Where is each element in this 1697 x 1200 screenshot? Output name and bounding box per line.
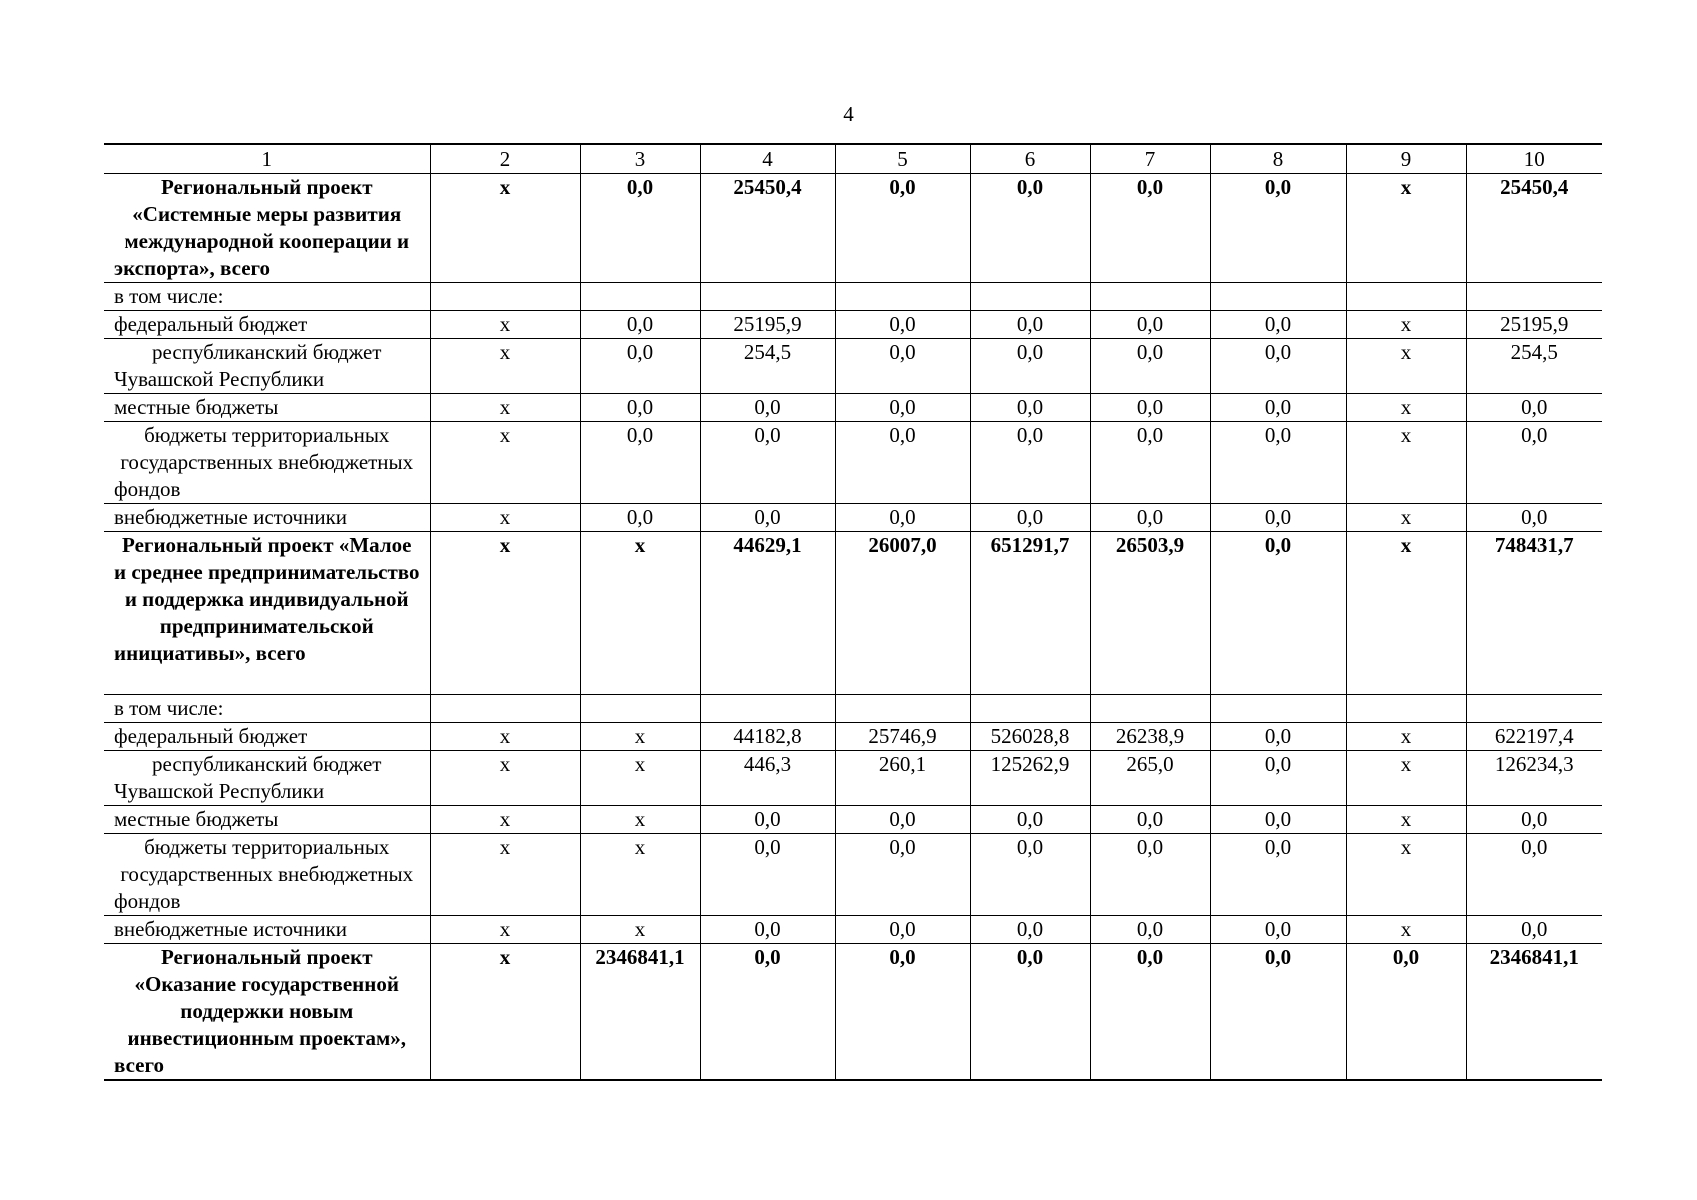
table-row	[104, 422, 1602, 504]
value-cell: 0,0	[835, 311, 970, 339]
row-label: Региональный проект «Малое и среднее предпринимательство и поддержка индивидуальной предпринимательской инициативы», всего	[104, 532, 430, 695]
value-cell: 2346841,1	[1466, 944, 1602, 1081]
value-cell	[1466, 283, 1602, 311]
value-cell	[1210, 695, 1346, 723]
value-cell: х	[580, 834, 700, 916]
value-cell: 0,0	[1466, 806, 1602, 834]
value-cell: х	[580, 806, 700, 834]
value-cell: х	[430, 504, 580, 532]
value-cell: 0,0	[700, 806, 835, 834]
value-cell: х	[430, 311, 580, 339]
value-cell	[700, 283, 835, 311]
value-cell: 25450,4	[1466, 174, 1602, 283]
value-cell: 0,0	[970, 916, 1090, 944]
value-cell: 0,0	[700, 944, 835, 1081]
value-cell: х	[1346, 723, 1466, 751]
value-cell	[1090, 695, 1210, 723]
value-cell: 0,0	[1466, 422, 1602, 504]
value-cell: 0,0	[1090, 394, 1210, 422]
value-cell: 0,0	[970, 422, 1090, 504]
value-cell: 0,0	[1090, 806, 1210, 834]
table-row	[104, 916, 1602, 944]
header-cell: 6	[970, 144, 1090, 174]
value-cell	[580, 283, 700, 311]
value-cell: 0,0	[1090, 422, 1210, 504]
value-cell: 0,0	[1210, 723, 1346, 751]
budget-table	[104, 143, 1602, 1081]
value-cell: 0,0	[1210, 422, 1346, 504]
value-cell	[430, 695, 580, 723]
value-cell: 526028,8	[970, 723, 1090, 751]
value-cell: х	[1346, 394, 1466, 422]
value-cell: х	[1346, 806, 1466, 834]
value-cell: 0,0	[1210, 834, 1346, 916]
value-cell: 0,0	[835, 916, 970, 944]
value-cell: 25746,9	[835, 723, 970, 751]
value-cell: х	[430, 806, 580, 834]
value-cell	[430, 283, 580, 311]
header-cell: 1	[104, 144, 430, 174]
value-cell: 125262,9	[970, 751, 1090, 806]
header-cell: 4	[700, 144, 835, 174]
row-label: в том числе:	[104, 283, 430, 311]
value-cell: х	[1346, 751, 1466, 806]
value-cell: 26007,0	[835, 532, 970, 695]
value-cell: 0,0	[700, 504, 835, 532]
value-cell: 265,0	[1090, 751, 1210, 806]
value-cell: 0,0	[700, 834, 835, 916]
value-cell: 0,0	[1466, 394, 1602, 422]
value-cell: 0,0	[580, 504, 700, 532]
value-cell: 0,0	[1090, 834, 1210, 916]
value-cell: 0,0	[580, 174, 700, 283]
value-cell: 0,0	[1210, 944, 1346, 1081]
header-cell: 10	[1466, 144, 1602, 174]
value-cell: 0,0	[970, 944, 1090, 1081]
value-cell: 0,0	[835, 504, 970, 532]
value-cell: х	[430, 916, 580, 944]
value-cell: 0,0	[1210, 916, 1346, 944]
value-cell	[970, 695, 1090, 723]
value-cell	[1090, 283, 1210, 311]
value-cell: х	[430, 174, 580, 283]
value-cell: 0,0	[970, 311, 1090, 339]
value-cell: 26238,9	[1090, 723, 1210, 751]
value-cell: 0,0	[700, 422, 835, 504]
value-cell: х	[1346, 916, 1466, 944]
value-cell: х	[1346, 422, 1466, 504]
value-cell: х	[430, 532, 580, 695]
subheading-row	[104, 283, 1602, 311]
value-cell: 0,0	[1090, 311, 1210, 339]
value-cell: х	[430, 751, 580, 806]
value-cell	[835, 695, 970, 723]
table-row	[104, 751, 1602, 806]
value-cell: х	[430, 422, 580, 504]
value-cell: 0,0	[700, 394, 835, 422]
header-cell: 7	[1090, 144, 1210, 174]
value-cell: х	[1346, 532, 1466, 695]
table-row	[104, 806, 1602, 834]
value-cell: х	[430, 723, 580, 751]
value-cell: 2346841,1	[580, 944, 700, 1081]
value-cell: х	[1346, 504, 1466, 532]
header-cell: 5	[835, 144, 970, 174]
row-label: местные бюджеты	[104, 394, 430, 422]
row-label: республиканский бюджет Чувашской Республики	[104, 339, 430, 394]
value-cell	[1466, 695, 1602, 723]
value-cell	[1346, 283, 1466, 311]
value-cell: 0,0	[835, 394, 970, 422]
value-cell	[835, 283, 970, 311]
value-cell: х	[430, 834, 580, 916]
value-cell: 0,0	[1210, 532, 1346, 695]
value-cell	[580, 695, 700, 723]
value-cell: 0,0	[1466, 504, 1602, 532]
row-label: местные бюджеты	[104, 806, 430, 834]
value-cell: х	[1346, 339, 1466, 394]
value-cell: 0,0	[1466, 916, 1602, 944]
value-cell: 651291,7	[970, 532, 1090, 695]
value-cell: х	[580, 916, 700, 944]
value-cell: х	[430, 339, 580, 394]
value-cell: 0,0	[580, 339, 700, 394]
row-label: Региональный проект «Оказание государственной поддержки новым инвестиционным проектам», всего	[104, 944, 430, 1081]
header-cell: 8	[1210, 144, 1346, 174]
value-cell: 0,0	[835, 944, 970, 1081]
row-label: федеральный бюджет	[104, 311, 430, 339]
value-cell: 0,0	[1090, 916, 1210, 944]
project-total-row	[104, 944, 1602, 1081]
project-total-row	[104, 532, 1602, 695]
value-cell: 0,0	[1090, 504, 1210, 532]
value-cell: 0,0	[835, 174, 970, 283]
value-cell: 0,0	[1210, 806, 1346, 834]
row-label: внебюджетные источники	[104, 916, 430, 944]
value-cell: 0,0	[1090, 339, 1210, 394]
value-cell: 0,0	[1210, 174, 1346, 283]
value-cell: 0,0	[1346, 944, 1466, 1081]
value-cell: 254,5	[700, 339, 835, 394]
value-cell: 0,0	[700, 916, 835, 944]
value-cell: 0,0	[580, 311, 700, 339]
value-cell: х	[580, 532, 700, 695]
value-cell: 0,0	[970, 394, 1090, 422]
value-cell: 25195,9	[700, 311, 835, 339]
value-cell: х	[580, 723, 700, 751]
value-cell: 446,3	[700, 751, 835, 806]
value-cell: 44629,1	[700, 532, 835, 695]
row-label: в том числе:	[104, 695, 430, 723]
value-cell: 0,0	[1210, 394, 1346, 422]
value-cell: 26503,9	[1090, 532, 1210, 695]
value-cell: 622197,4	[1466, 723, 1602, 751]
value-cell: х	[1346, 834, 1466, 916]
table-row	[104, 311, 1602, 339]
value-cell: 0,0	[1466, 834, 1602, 916]
row-label: федеральный бюджет	[104, 723, 430, 751]
table-row	[104, 834, 1602, 916]
table-row	[104, 723, 1602, 751]
table-body	[104, 144, 1602, 1080]
value-cell: 25195,9	[1466, 311, 1602, 339]
value-cell: х	[580, 751, 700, 806]
value-cell: 0,0	[1210, 504, 1346, 532]
header-cell: 2	[430, 144, 580, 174]
value-cell: х	[1346, 311, 1466, 339]
value-cell: 0,0	[970, 339, 1090, 394]
value-cell: 0,0	[970, 504, 1090, 532]
value-cell: 0,0	[1090, 944, 1210, 1081]
value-cell: 0,0	[1210, 311, 1346, 339]
value-cell: 0,0	[1090, 174, 1210, 283]
table-row	[104, 339, 1602, 394]
value-cell	[970, 283, 1090, 311]
row-label: Региональный проект «Системные меры развития международной кооперации и экспорта», всего	[104, 174, 430, 283]
value-cell: х	[430, 394, 580, 422]
value-cell: 0,0	[1210, 751, 1346, 806]
row-label: республиканский бюджет Чувашской Республики	[104, 751, 430, 806]
subheading-row	[104, 695, 1602, 723]
value-cell: 748431,7	[1466, 532, 1602, 695]
row-label: бюджеты территориальных государственных внебюджетных фондов	[104, 422, 430, 504]
project-total-row	[104, 174, 1602, 283]
value-cell: х	[1346, 174, 1466, 283]
value-cell: 0,0	[835, 834, 970, 916]
row-label: бюджеты территориальных государственных внебюджетных фондов	[104, 834, 430, 916]
value-cell	[1210, 283, 1346, 311]
value-cell: 0,0	[970, 174, 1090, 283]
header-row	[104, 144, 1602, 174]
value-cell	[1346, 695, 1466, 723]
value-cell: 0,0	[970, 806, 1090, 834]
value-cell: 0,0	[835, 806, 970, 834]
value-cell: 0,0	[835, 339, 970, 394]
value-cell: 260,1	[835, 751, 970, 806]
table-row	[104, 504, 1602, 532]
value-cell: 254,5	[1466, 339, 1602, 394]
page-number: 4	[843, 102, 854, 126]
value-cell: 126234,3	[1466, 751, 1602, 806]
value-cell: 0,0	[580, 422, 700, 504]
value-cell: 0,0	[1210, 339, 1346, 394]
value-cell: х	[430, 944, 580, 1081]
value-cell: 0,0	[970, 834, 1090, 916]
value-cell: 0,0	[580, 394, 700, 422]
value-cell: 0,0	[835, 422, 970, 504]
value-cell: 25450,4	[700, 174, 835, 283]
value-cell	[700, 695, 835, 723]
row-label: внебюджетные источники	[104, 504, 430, 532]
header-cell: 3	[580, 144, 700, 174]
table-row	[104, 394, 1602, 422]
header-cell: 9	[1346, 144, 1466, 174]
value-cell: 44182,8	[700, 723, 835, 751]
